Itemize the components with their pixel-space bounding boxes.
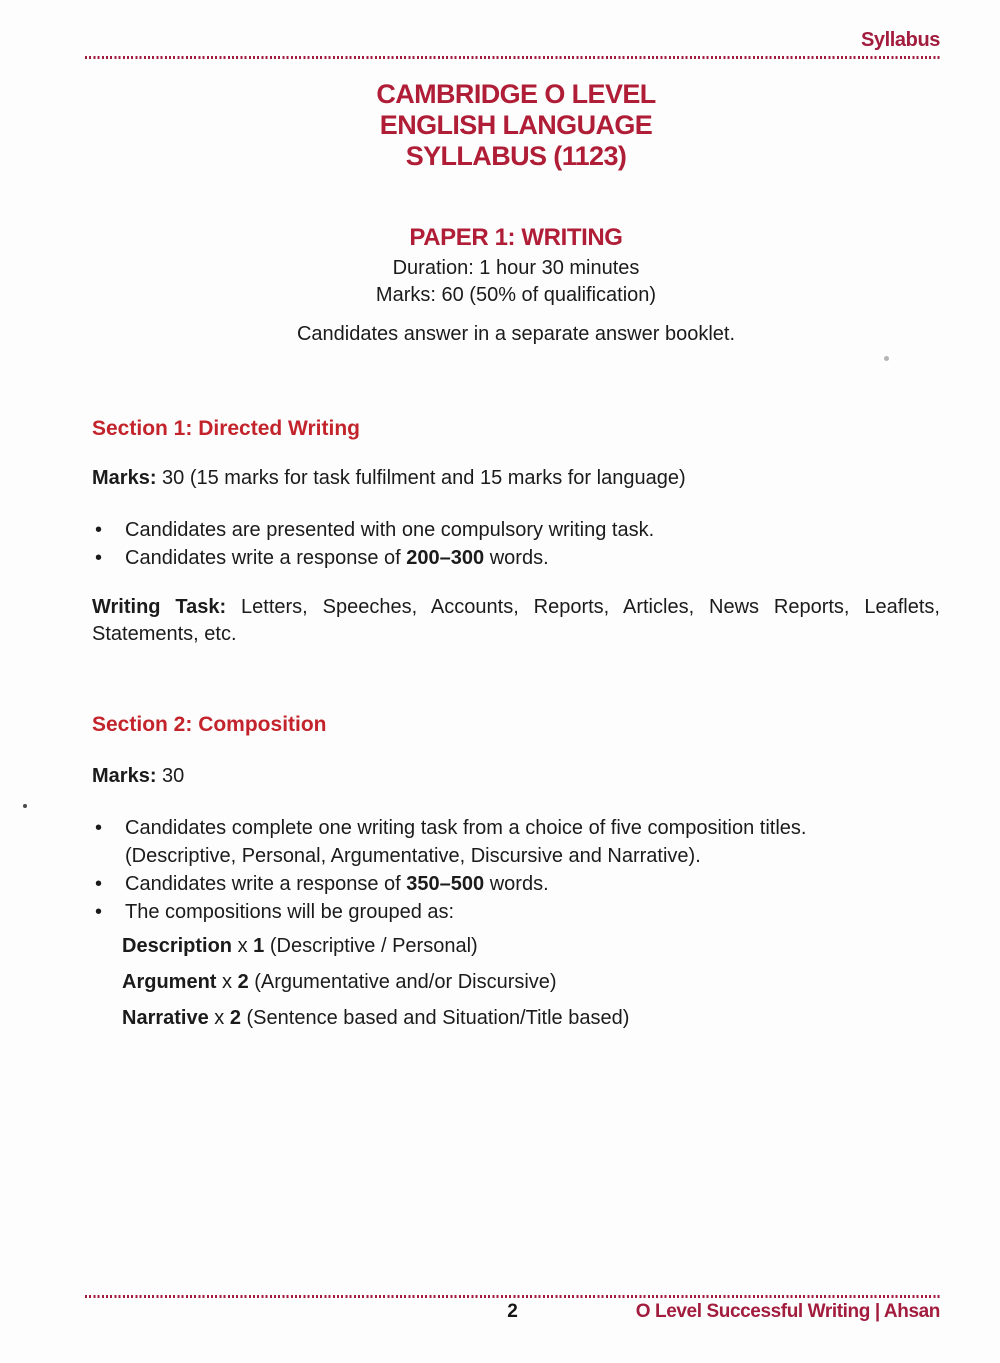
scan-speck <box>23 804 27 808</box>
group-detail: (Sentence based and Situation/Title based) <box>240 1007 630 1029</box>
text-segment: words. <box>484 873 549 895</box>
text-segment: x <box>232 935 254 957</box>
section-1-bullet-list <box>92 516 940 572</box>
header-corner-label: Syllabus <box>860 29 940 51</box>
group-count: 2 <box>237 971 249 993</box>
marks-label: Marks: <box>92 765 157 787</box>
writing-task-text: Letters, Speeches, Accounts, Reports, Articles, News Reports, Leaflets, Statements, etc. <box>92 596 940 645</box>
marks-label: Marks: <box>92 467 157 489</box>
list-item-text: Candidates are presented with one compulsory writing task. <box>125 519 655 541</box>
list-item <box>92 870 940 898</box>
scan-speck <box>884 356 889 361</box>
marks-value: 30 <box>156 765 185 787</box>
composition-groups <box>122 932 940 1032</box>
word-count-range: 200–300 <box>406 547 485 569</box>
document-title <box>92 79 940 172</box>
text-segment: words. <box>484 547 549 569</box>
page-number: 2 <box>507 1301 518 1322</box>
list-item-text <box>125 870 940 898</box>
list-item <box>92 516 940 544</box>
group-count: 1 <box>253 935 265 957</box>
bullet-icon: • <box>95 817 103 839</box>
section-2-heading: Section 2: Composition <box>92 713 327 736</box>
footer-dotted-rule <box>85 1295 940 1298</box>
group-detail: (Argumentative and/or Discursive) <box>248 971 557 993</box>
title-line-1: CAMBRIDGE O LEVEL <box>376 79 656 109</box>
list-item <box>92 814 940 870</box>
group-name: Argument <box>122 971 217 993</box>
bullet-icon: • <box>95 873 103 895</box>
word-count-range: 350–500 <box>406 873 485 895</box>
paper-details <box>92 255 940 309</box>
list-item-text <box>125 814 940 870</box>
text-segment: Candidates write a response of <box>125 547 407 569</box>
section-1-heading: Section 1: Directed Writing <box>92 417 360 440</box>
group-detail: (Descriptive / Personal) <box>264 935 478 957</box>
list-item <box>92 544 940 572</box>
section-2-marks-line <box>92 762 940 790</box>
footer-credit: O Level Successful Writing | Ahsan <box>635 1301 940 1322</box>
text-segment: (Descriptive, Personal, Argumentative, Discursive and Narrative). <box>125 845 701 867</box>
composition-group-argument <box>122 968 940 996</box>
composition-group-narrative <box>122 1004 940 1032</box>
list-item-text <box>125 544 940 572</box>
text-segment: x <box>216 971 238 993</box>
section-1-marks-line <box>92 464 940 492</box>
writing-task-paragraph <box>92 594 940 648</box>
text-segment: x <box>208 1007 230 1029</box>
group-name: Narrative <box>122 1007 209 1029</box>
writing-task-label: Writing Task: <box>92 596 227 618</box>
list-item-text: The compositions will be grouped as: <box>125 901 455 923</box>
list-item <box>92 898 940 926</box>
title-line-3: SYLLABUS (1123) <box>405 141 627 171</box>
footer-row <box>85 1300 940 1326</box>
composition-group-description <box>122 932 940 960</box>
bullet-icon: • <box>95 547 103 569</box>
bullet-icon: • <box>95 901 103 923</box>
header-dotted-rule <box>85 56 940 59</box>
paper-marks: Marks: 60 (50% of qualification) <box>375 284 657 306</box>
paper-duration: Duration: 1 hour 30 minutes <box>392 257 640 279</box>
group-name: Description <box>122 935 233 957</box>
title-line-2: ENGLISH LANGUAGE <box>379 110 653 140</box>
group-count: 2 <box>229 1007 241 1029</box>
section-2-bullet-list <box>92 814 940 926</box>
marks-value: 30 (15 marks for task fulfilment and 15 marks for language) <box>156 467 686 489</box>
text-segment: Candidates write a response of <box>125 873 407 895</box>
page-footer <box>85 1291 940 1326</box>
paper-heading: PAPER 1: WRITING <box>409 224 623 251</box>
text-segment: Candidates complete one writing task from a choice of five composition titles. <box>125 817 807 839</box>
paper-note: Candidates answer in a separate answer booklet. <box>296 323 736 345</box>
bullet-icon: • <box>95 519 103 541</box>
